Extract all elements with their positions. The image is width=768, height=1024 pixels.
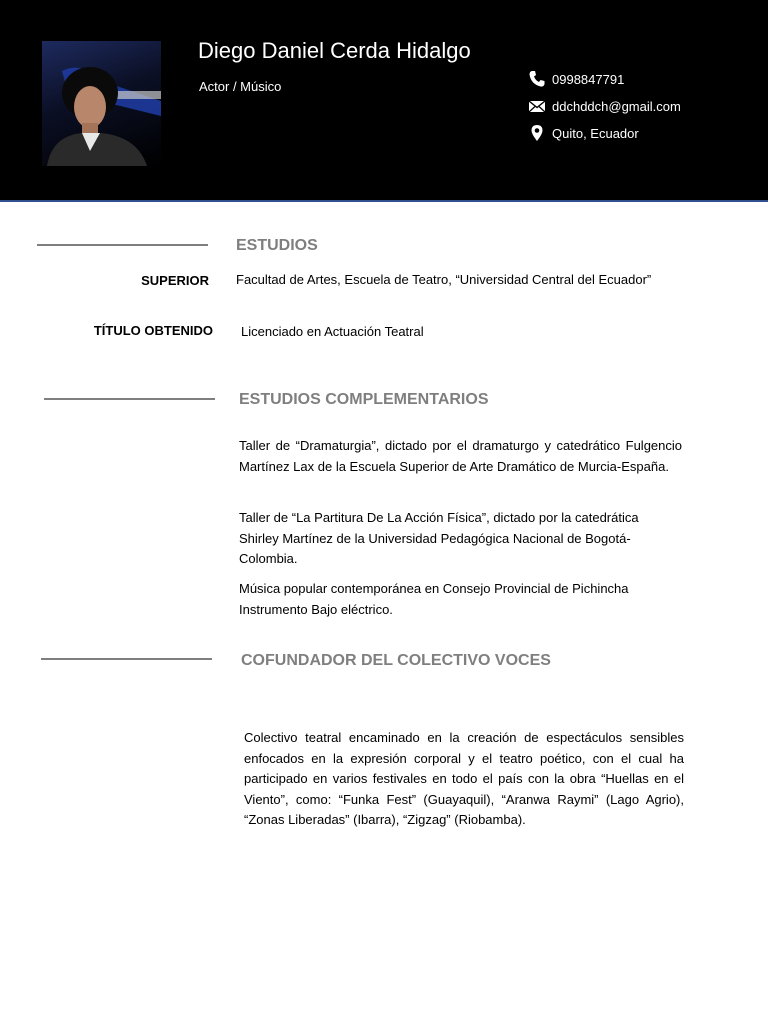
list-item: Taller de “La Partitura De La Acción Física”, dictado por la catedrática Shirley Martínez de la Universidad Pedagógica Nacional de Bogotá-Colombia. — [239, 510, 639, 566]
location-pin-icon — [528, 124, 546, 142]
section-divider — [41, 658, 212, 660]
contact-location — [528, 123, 639, 143]
email-address[interactable]: ddchddch@gmail.com — [552, 98, 681, 114]
section-title-complementarios: ESTUDIOS COMPLEMENTARIOS — [239, 391, 489, 408]
value-superior: Facultad de Artes, Escuela de Teatro, “Universidad Central del Ecuador” — [236, 272, 652, 287]
phone-icon — [528, 70, 546, 88]
person-name: Diego Daniel Cerda Hidalgo — [198, 38, 471, 63]
contact-phone — [528, 69, 624, 89]
profile-photo — [42, 41, 161, 166]
label-superior: SUPERIOR — [141, 273, 209, 288]
location-text: Quito, Ecuador — [552, 125, 639, 141]
envelope-icon — [528, 97, 546, 115]
section-title-cofundador: COFUNDADOR DEL COLECTIVO VOCES — [241, 652, 551, 669]
list-item: Taller de “Dramaturgia”, dictado por el dramaturgo y catedrático Fulgencio Martínez Lax de la Escuela Superior de Arte Dramático de Murcia-España. — [239, 438, 682, 474]
cofundador-description: Colectivo teatral encaminado en la creación de espectáculos sensibles enfocados en la expresión corporal y el teatro poético, con el cual ha participado en varios festivales en todo el país con la obra “Huellas en el Viento”, como: “Funka Fest” (Guayaquil), “Aranwa Raymi” (Lago Agrio), “Zonas Liberadas” (Ibarra), “Zigzag” (Riobamba). — [244, 730, 684, 827]
list-item: Música popular contemporánea en Consejo Provincial de Pichincha Instrumento Bajo eléctrico. — [239, 581, 629, 617]
value-titulo: Licenciado en Actuación Teatral — [241, 324, 424, 339]
label-titulo: TÍTULO OBTENIDO — [93, 323, 213, 338]
section-title-estudios: ESTUDIOS — [236, 237, 318, 254]
contact-email — [528, 96, 681, 116]
section-divider — [37, 244, 208, 246]
person-role: Actor / Músico — [199, 79, 282, 94]
section-divider — [44, 398, 215, 400]
portrait-illustration — [42, 41, 161, 166]
header-banner — [0, 0, 768, 202]
phone-number[interactable]: 0998847791 — [552, 71, 625, 87]
